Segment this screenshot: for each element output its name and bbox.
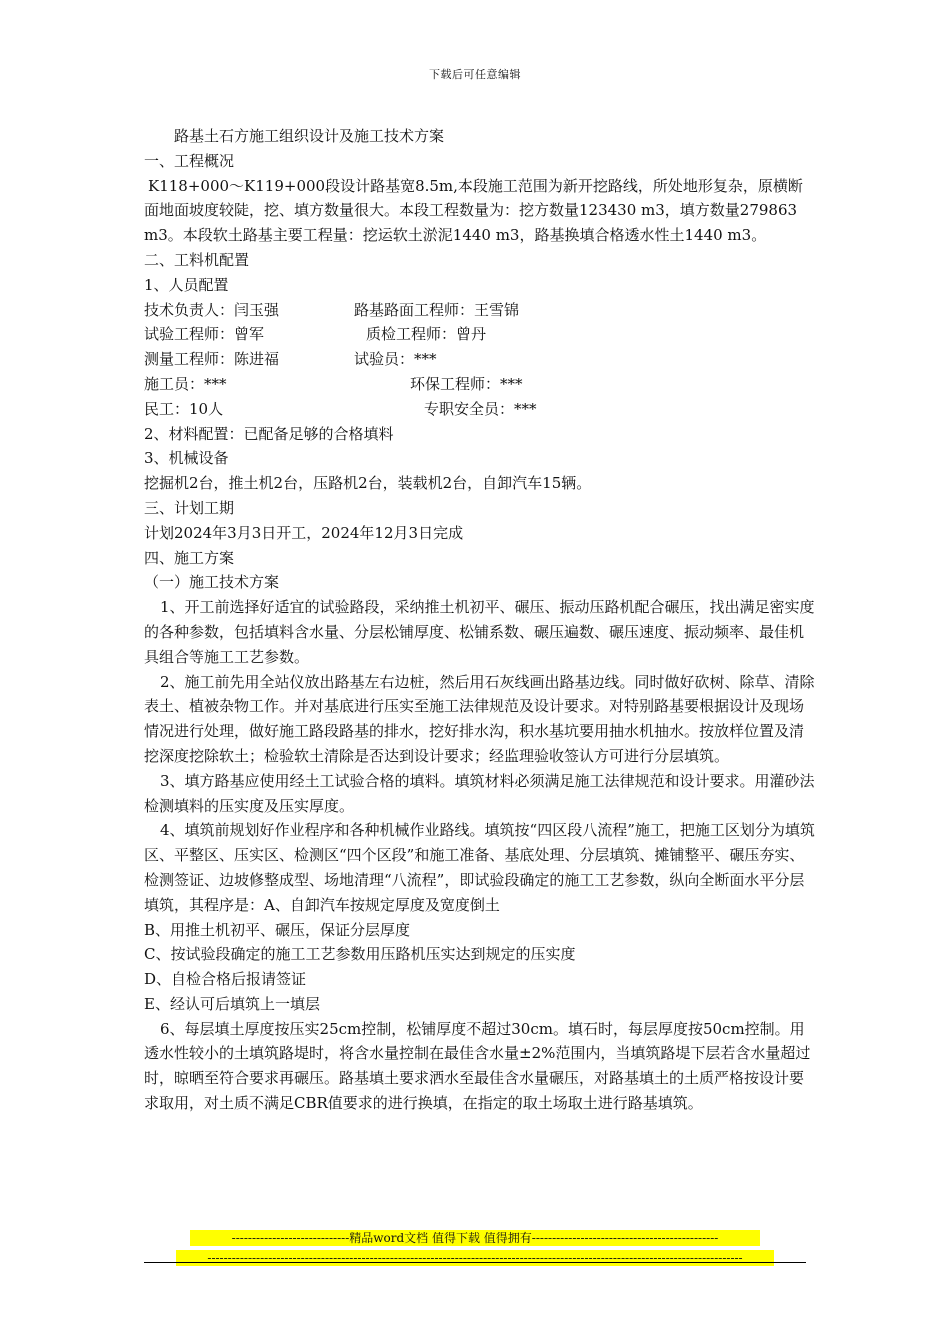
page-header: 下载后可任意编辑 <box>429 68 521 81</box>
staff-row <box>144 298 816 323</box>
staff-tester: 试验员：*** <box>354 350 437 369</box>
staff-env-engineer: 环保工程师：*** <box>410 374 523 393</box>
staff-row <box>144 372 816 397</box>
plan-paragraph-4: 4、填筑前规划好作业程序和各种机械作业路线。填筑按“四区段八流程”施工，把施工区划分为填筑区、平整区、压实区、检测区“四个区段”和施工准备、基底处理、分层填筑、摊铺整平、碾压夯实、检测签证、边坡修整成型、场地清理“八流程”，即试验段确定的施工工艺参数，纵向全断面水平分层填筑，其程序是：A、自卸汽车按规定厚度及宽度倒土 <box>144 821 815 914</box>
staff-test-engineer: 试验工程师：曾军 <box>144 325 265 344</box>
document-title: 路基土石方施工组织设计及施工技术方案 <box>174 127 445 145</box>
schedule-text: 计划2024年3月3日开工，2024年12月3日完成 <box>144 523 464 542</box>
plan-paragraph-3: 3、填方路基应使用经土工试验合格的填料。填筑材料必须满足施工法律规范和设计要求。用灌砂法检测填料的压实度及压实厚度。 <box>144 771 815 815</box>
subheading-staff: 1、人员配置 <box>144 275 229 294</box>
step-d: D、自检合格后报请签证 <box>144 970 307 989</box>
plan-paragraph-1: 1、开工前选择好适宜的试验路段，采纳推土机初平、碾压、振动压路机配合碾压，找出满足密实度的各种参数，包括填料含水量、分层松铺厚度、松铺系数、碾压遍数、碾压速度、振动频率、最佳机具组合等施工工艺参数。 <box>144 598 815 666</box>
subheading-equipment: 3、机械设备 <box>144 449 229 468</box>
step-e: E、经认可后填筑上一填层 <box>144 994 320 1013</box>
staff-qc-engineer: 质检工程师：曾丹 <box>366 325 487 344</box>
page-footer <box>0 1230 950 1270</box>
subheading-technical-plan: （一）施工技术方案 <box>144 573 280 592</box>
staff-workers: 民工：10人 <box>144 399 224 418</box>
section-heading-plan: 四、施工方案 <box>144 548 235 567</box>
staff-survey-engineer: 测量工程师：陈进福 <box>144 350 280 369</box>
step-b: B、用推土机初平、碾压，保证分层厚度 <box>144 920 411 939</box>
staff-row <box>144 347 816 372</box>
step-c: C、按试验段确定的施工工艺参数用压路机压实达到规定的压实度 <box>144 945 576 964</box>
section-heading-resources: 二、工料机配置 <box>144 250 250 269</box>
footer-banner: -----------------------------精品word文档 值得下载 值得拥有---------------------------------------------- <box>190 1230 760 1246</box>
plan-paragraph-2: 2、施工前先用全站仪放出路基左右边桩，然后用石灰线画出路基边线。同时做好砍树、除草、清除表土、植被杂物工作。并对基底进行压实至施工法律规范及设计要求。对特别路基要根据设计及现场情况进行处理，做好施工路段路基的排水，挖好排水沟，积水基坑要用抽水机抽水。按放样位置及清挖深度挖除软土；检验软土清除是否达到设计要求；经监理验收签认方可进行分层填筑。 <box>144 672 815 765</box>
section-heading-overview: 一、工程概况 <box>144 151 235 170</box>
plan-paragraph-6: 6、每层填土厚度按压实25cm控制，松铺厚度不超过30cm。填石时，每层厚度按50cm控制。用透水性较小的土填筑路堤时，将含水量控制在最佳含水量±2%范围内，当填筑路堤下层若含水量超过时，晾晒至符合要求再碾压。路基填土要求洒水至最佳含水量碾压，对路基填土的土质严格按设计要求取用，对土质不满足CBR值要求的进行换填，在指定的取土场取土进行路基填筑。 <box>144 1019 811 1113</box>
footer-dashes: ------------------------------------------------------------------------------------------------------------------------------------ <box>176 1250 774 1266</box>
staff-row <box>144 322 816 347</box>
staff-row <box>144 397 816 422</box>
document-body <box>144 124 816 1116</box>
footer-rule <box>144 1262 806 1263</box>
subheading-materials: 2、材料配置：已配备足够的合格填料 <box>144 424 394 443</box>
overview-paragraph: K118+000～K119+000段设计路基宽8.5m,本段施工范围为新开挖路线，所处地形复杂，原横断面地面坡度较陡，挖、填方数量很大。本段工程数量为：挖方数量123430 m3，填方数量279863 m3。本段软土路基主要工程量：挖运软土淤泥1440 m3，路基换填合格透水性土1440 m3。 <box>144 176 803 245</box>
staff-constructor: 施工员：*** <box>144 374 227 393</box>
staff-safety-officer: 专职安全员：*** <box>424 399 537 418</box>
staff-road-engineer: 路基路面工程师：王雪锦 <box>354 300 520 319</box>
staff-tech-lead: 技术负责人：闫玉强 <box>144 300 280 319</box>
section-heading-schedule: 三、计划工期 <box>144 498 235 517</box>
equipment-list: 挖掘机2台，推土机2台，压路机2台，装载机2台，自卸汽车15辆。 <box>144 474 592 493</box>
